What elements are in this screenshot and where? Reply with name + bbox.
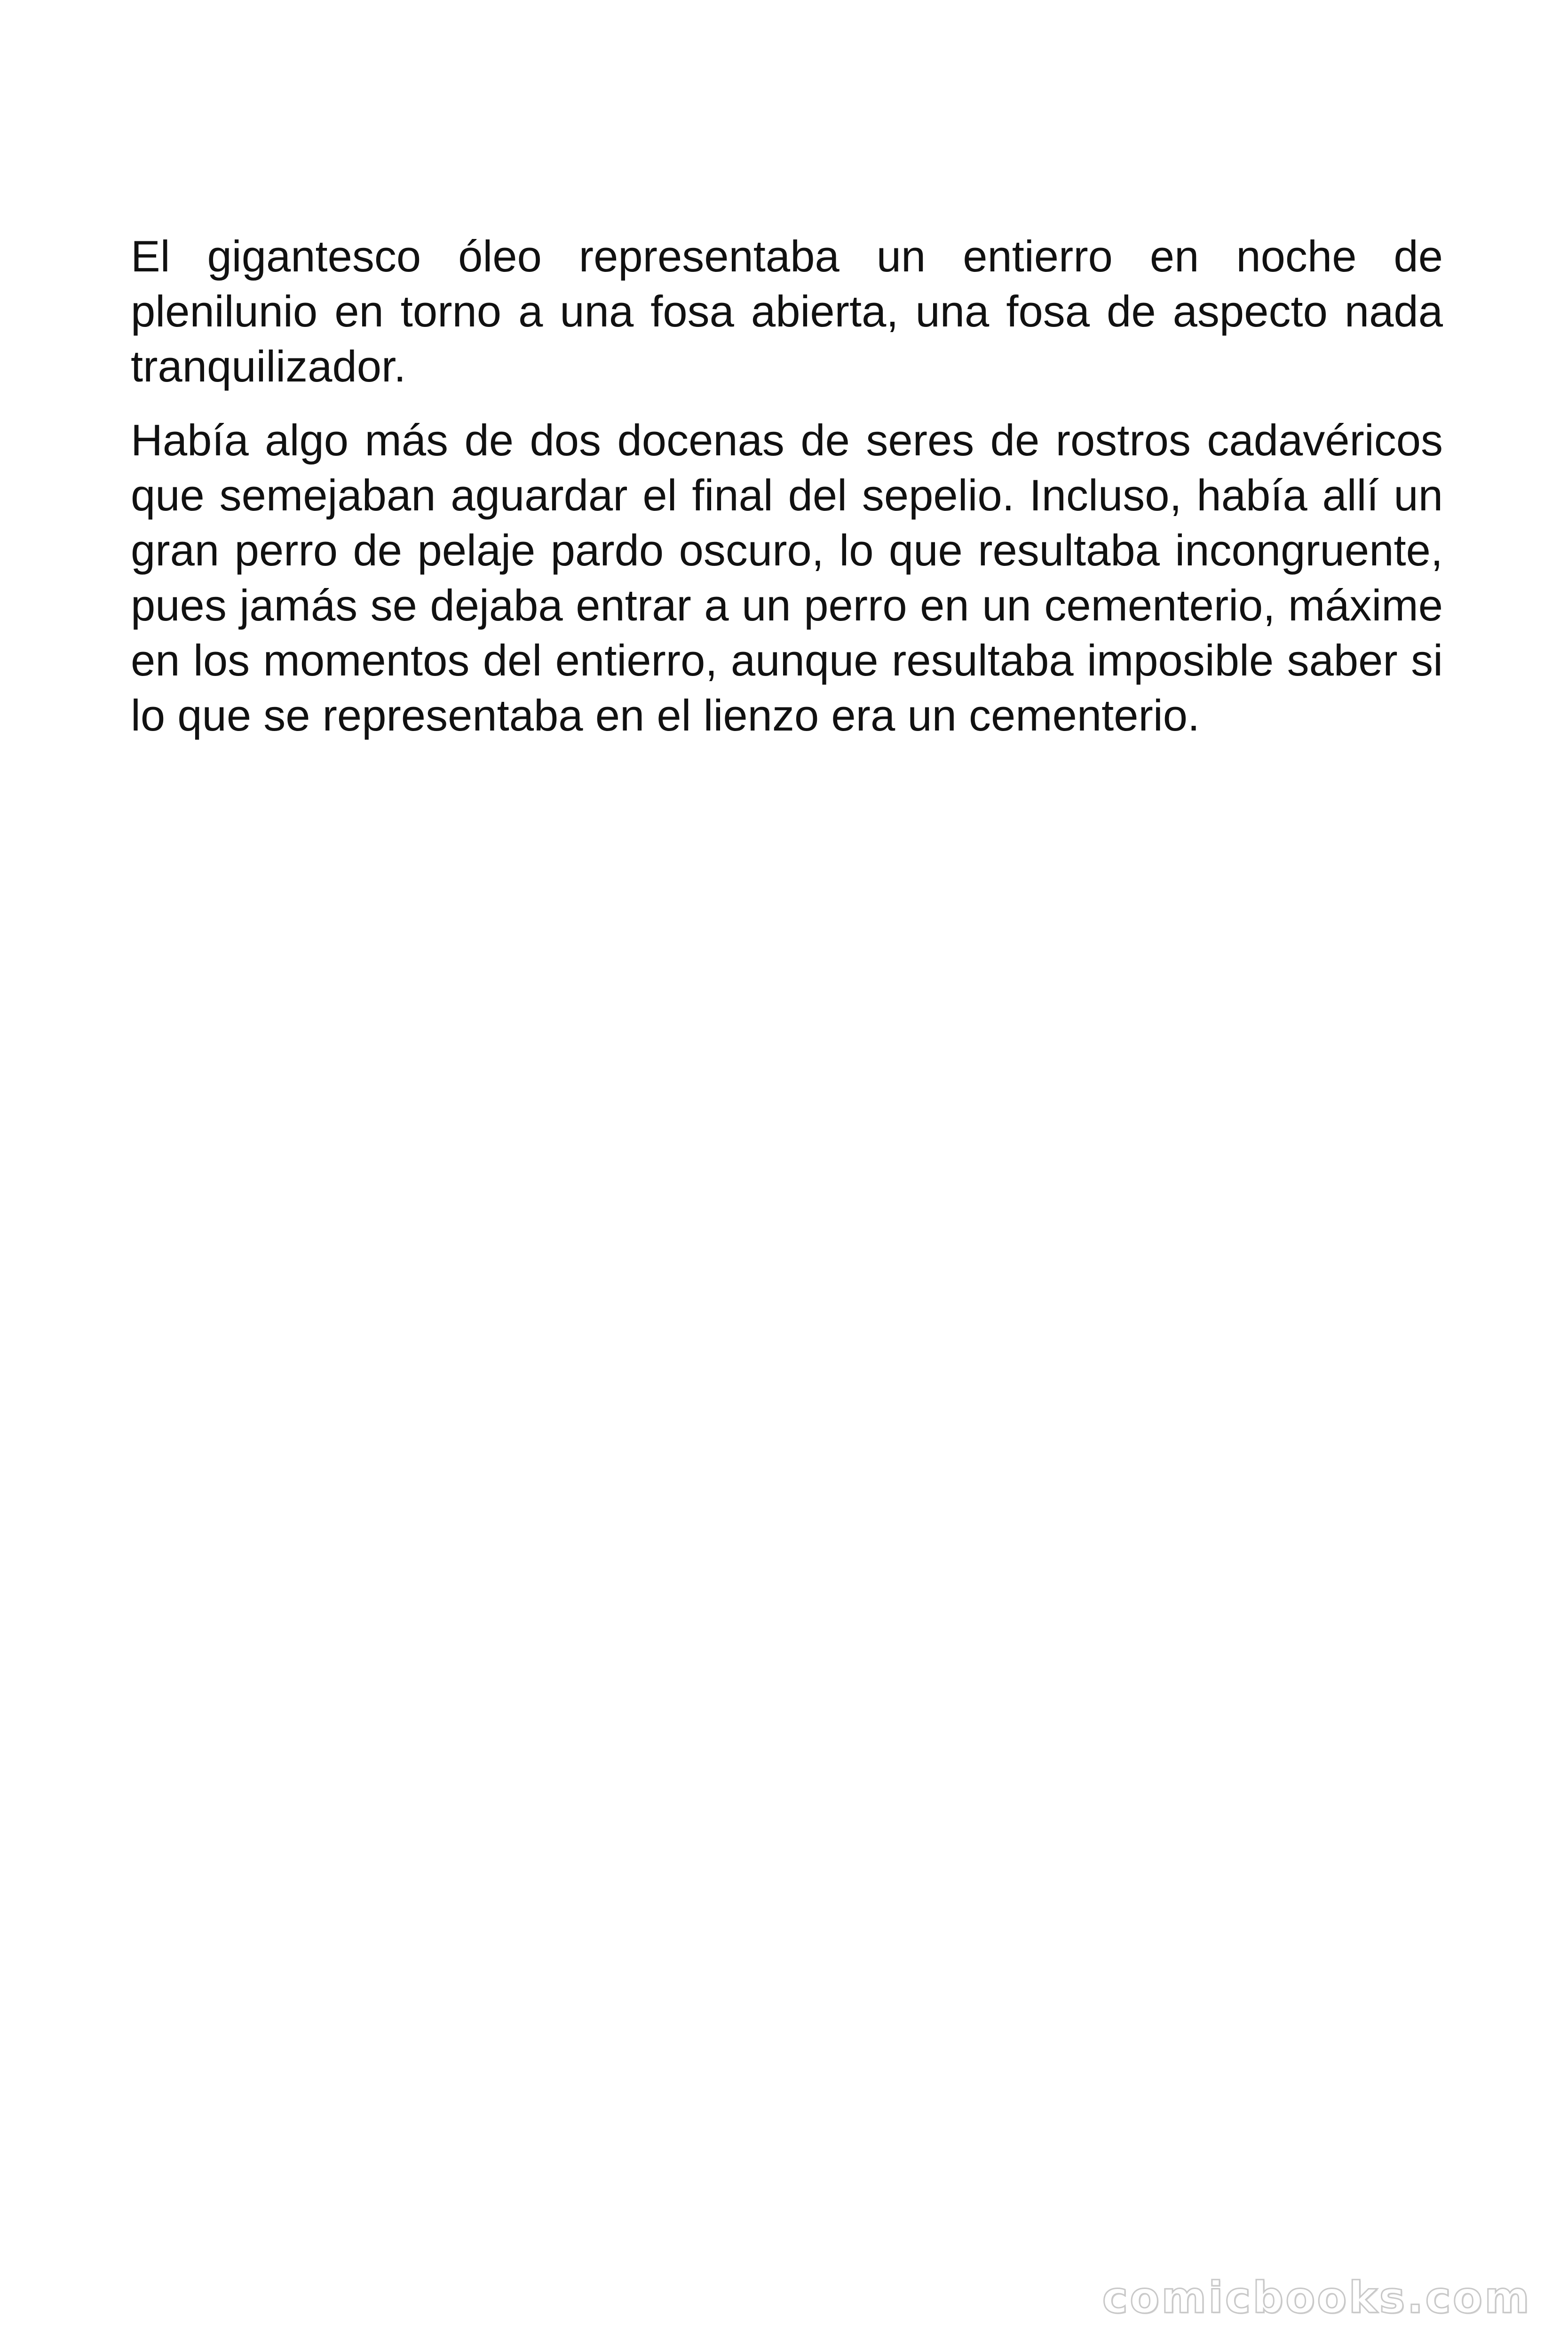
paragraph-1: El gigantesco óleo representaba un entierro en noche de plenilunio en torno a una fosa abierta, una fosa de aspecto nada tranquilizador.: [131, 231, 1443, 391]
paragraph-2: Había algo más de dos docenas de seres de rostros cadavéricos que semejaban aguardar el final del sepelio. Incluso, había allí un gran perro de pelaje pardo oscuro, lo que resultaba incongruente, pues jamás se dejaba entrar a un perro en un cementerio, máxime en los momentos del entierro, aunque resultaba imposible saber si lo que se representaba en el lienzo era un cementerio.: [131, 415, 1443, 740]
body-text: [131, 229, 1443, 762]
watermark-logo: comicbooks.com: [1102, 2273, 1531, 2323]
